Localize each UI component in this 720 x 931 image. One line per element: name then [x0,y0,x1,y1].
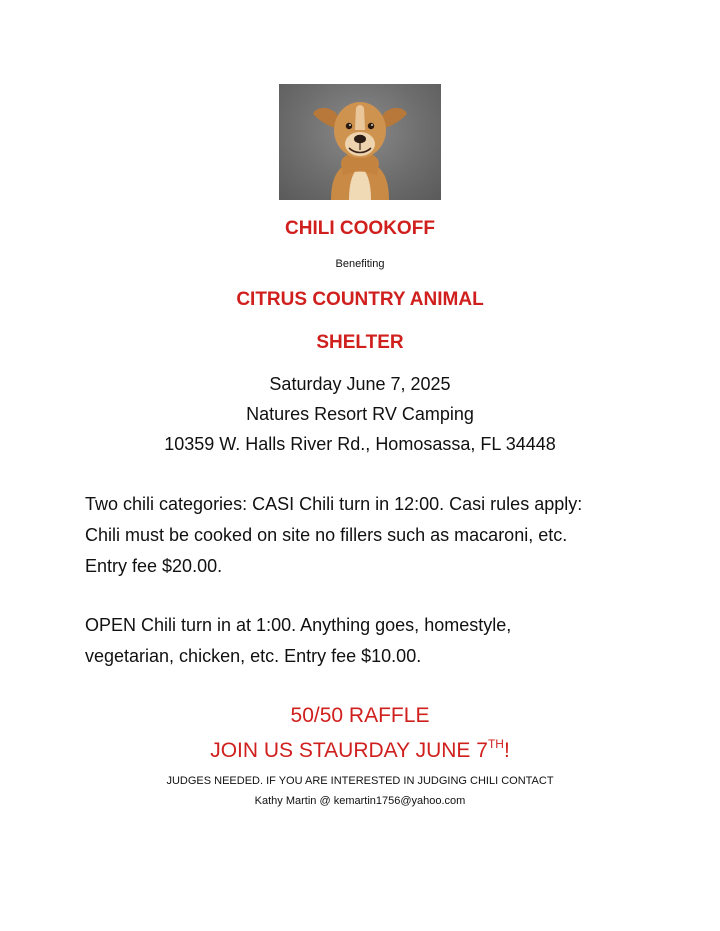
casi-line: Chili must be cooked on site no fillers such as macaroni, etc. [85,525,568,545]
organization-name-line-1: CITRUS COUNTRY ANIMAL [236,289,484,310]
join-us-text: JOIN US STAURDAY JUNE 7 [210,739,488,762]
event-title: CHILI COOKOFF [285,218,435,239]
open-line: vegetarian, chicken, etc. Entry fee $10.00. [85,646,422,666]
event-venue: Natures Resort RV Camping [246,404,474,424]
dog-photo [279,84,441,200]
open-category-paragraph [85,610,685,672]
open-line: OPEN Chili turn in at 1:00. Anything goes, homestyle, [85,615,512,635]
event-date: Saturday June 7, 2025 [269,374,451,394]
casi-line: Entry fee $20.00. [85,556,223,576]
contact-info: Kathy Martin @ kemartin1756@yahoo.com [254,795,466,807]
judges-needed-notice: JUDGES NEEDED. IF YOU ARE INTERESTED IN JUDGING CHILI CONTACT [166,775,554,787]
event-address: 10359 W. Halls River Rd., Homosassa, FL 34448 [164,434,556,454]
join-us-suffix: TH [487,737,504,751]
benefiting-label: Benefiting [335,258,385,270]
casi-line: Two chili categories: CASI Chili turn in 12:00. Casi rules apply: [85,494,583,514]
casi-category-paragraph [85,489,685,582]
join-us-exclamation: ! [503,739,510,762]
organization-name-line-2: SHELTER [316,332,404,353]
raffle-heading: 50/50 RAFFLE [290,704,430,727]
join-us-heading [0,737,720,763]
